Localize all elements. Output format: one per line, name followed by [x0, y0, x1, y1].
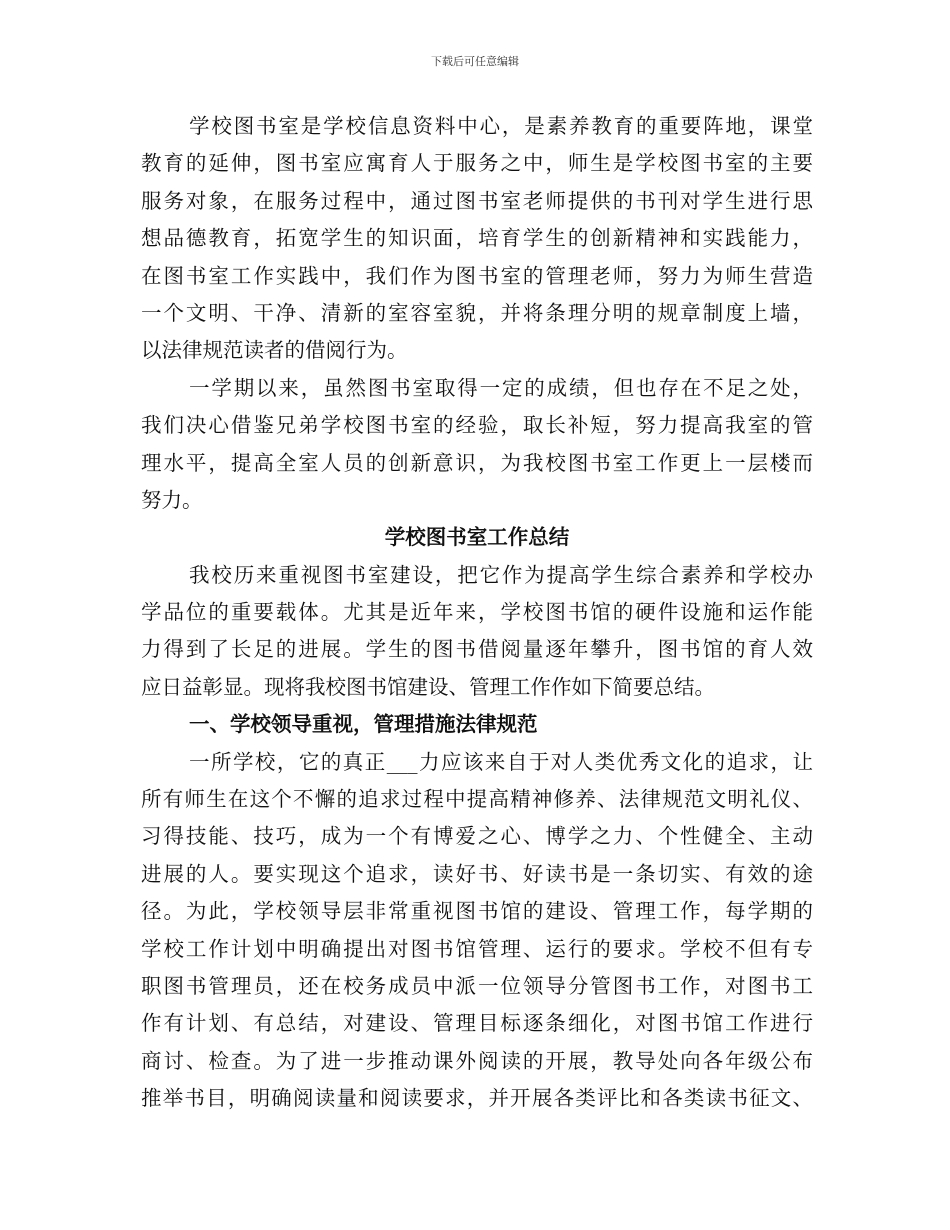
- text-line: 商讨、检查。为了进一步推动课外阅读的开展，教导处向各年级公布: [141, 1048, 813, 1073]
- text-line: 我们决心借鉴兄弟学校图书室的经验，取长补短，努力提高我室的管: [141, 413, 813, 438]
- text-line: 一个文明、干净、清新的室容室貌，并将条理分明的规章制度上墙，: [141, 300, 813, 325]
- text-line: 想品德教育，拓宽学生的知识面，培育学生的创新精神和实践能力，: [141, 226, 813, 251]
- text-line: 习得技能、技巧，成为一个有博爱之心、博学之力、个性健全、主动: [141, 824, 813, 849]
- text-line: 学校工作计划中明确提出对图书馆管理、运行的要求。学校不但有专: [141, 936, 813, 961]
- text-line: 作有计划、有总结，对建设、管理目标逐条细化，对图书馆工作进行: [141, 1011, 813, 1036]
- text-line: 理水平，提高全室人员的创新意识，为我校图书室工作更上一层楼而: [141, 450, 813, 475]
- subsection-heading: 一、学校领导重视，管理措施法律规范: [189, 712, 538, 737]
- section-title: 学校图书室工作总结: [384, 525, 570, 550]
- text-line: 以法律规范读者的借阅行为。: [141, 338, 408, 363]
- text-line: 所有师生在这个不懈的追求过程中提高精神修养、法律规范文明礼仪、: [141, 787, 813, 812]
- text-line: 一所学校，它的真正___力应该来自于对人类优秀文化的追求，让: [189, 749, 813, 774]
- text-line: 一学期以来，虽然图书室取得一定的成绩，但也存在不足之处，: [189, 375, 813, 400]
- text-line: 应日益彰显。现将我校图书馆建设、管理工作作如下简要总结。: [141, 674, 715, 699]
- text-line: 教育的延伸，图书室应寓育人于服务之中，师生是学校图书室的主要: [141, 151, 813, 176]
- document-body: [141, 108, 813, 1118]
- text-line: 努力。: [141, 487, 203, 512]
- text-line: 学校图书室是学校信息资料中心，是素养教育的重要阵地，课堂: [189, 114, 813, 138]
- text-line: 在图书室工作实践中，我们作为图书室的管理老师，努力为师生营造: [141, 263, 813, 288]
- text-line: 职图书管理员，还在校务成员中派一位领导分管图书工作，对图书工: [141, 973, 813, 998]
- text-line: 服务对象，在服务过程中，通过图书室老师提供的书刊对学生进行思: [141, 188, 813, 213]
- text-line: 进展的人。要实现这个追求，读好书、好读书是一条切实、有效的途: [141, 861, 813, 886]
- text-line: 推举书目，明确阅读量和阅读要求，并开展各类评比和各类读书征文、: [141, 1086, 813, 1111]
- text-line: 力得到了长足的进展。学生的图书借阅量逐年攀升，图书馆的育人效: [141, 637, 813, 662]
- page-header-note: 下载后可任意编辑: [431, 55, 519, 68]
- text-line: 径。为此，学校领导层非常重视图书馆的建设、管理工作，每学期的: [141, 899, 813, 924]
- text-line: 我校历来重视图书室建设，把它作为提高学生综合素养和学校办: [189, 562, 813, 587]
- text-line: 学品位的重要载体。尤其是近年来，学校图书馆的硬件设施和运作能: [141, 600, 813, 625]
